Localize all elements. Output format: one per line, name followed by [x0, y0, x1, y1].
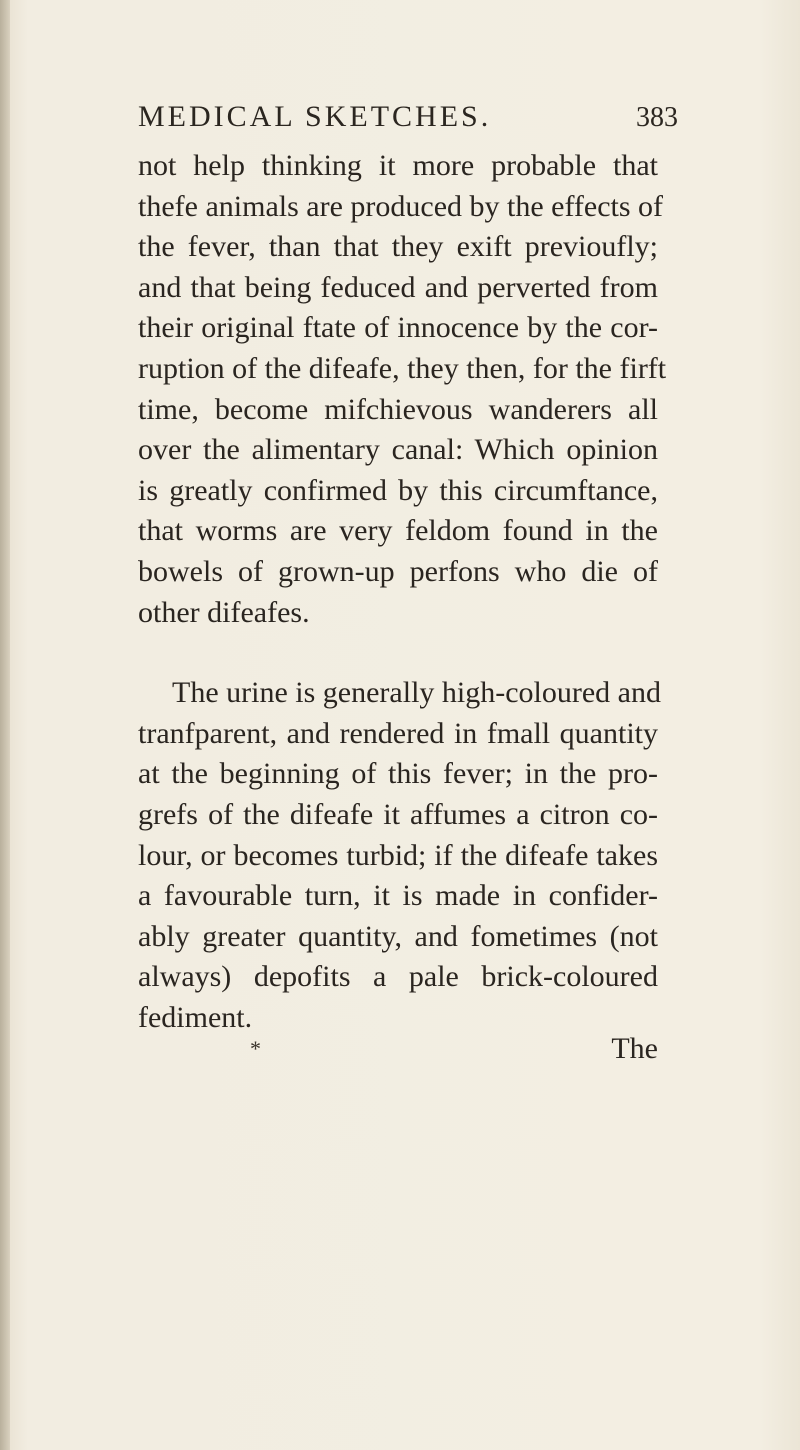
text-line: thefe animals are produced by the effects of: [138, 189, 664, 223]
text-line: a favourable turn, it is made in confider-: [138, 879, 658, 913]
text-line: bowels of grown-up perfons who die of: [138, 554, 658, 588]
text-line: other difeafes.: [138, 595, 310, 629]
text-line: their original ftate of innocence by the cor-: [138, 311, 658, 345]
body-text: [138, 146, 667, 1038]
paragraph-urine: [138, 673, 661, 1038]
running-title: MEDICAL SKETCHES.: [138, 100, 492, 133]
text-line: over the alimentary canal: Which opinion: [138, 433, 658, 467]
text-line: at the beginning of this fever; in the pro-: [138, 757, 658, 791]
text-line: The urine is generally high-coloured and: [172, 676, 661, 710]
text-line: not help thinking it more probable that: [138, 149, 658, 182]
text-line: tranfparent, and rendered in fmall quantity: [138, 716, 658, 750]
paragraph-gap: [138, 633, 658, 673]
running-head: [138, 100, 678, 140]
text-line: the fever, than that they exift previoufly;: [138, 230, 658, 264]
text-line: time, become mifchievous wanderers all: [138, 392, 658, 426]
signature-mark: *: [250, 1036, 261, 1061]
text-line: grefs of the difeafe it affumes a citron co-: [138, 797, 658, 831]
page-footer: [138, 1032, 658, 1072]
catchword: The: [611, 1032, 658, 1065]
page-number: 383: [636, 102, 678, 133]
text-line: fediment.: [138, 1000, 253, 1034]
text-line: lour, or becomes turbid; if the difeafe takes: [138, 838, 658, 872]
text-line: is greatly confirmed by this circumftance,: [138, 473, 658, 507]
paragraph-worms: [138, 146, 667, 633]
page-spine-edge: [0, 0, 10, 1450]
text-line: ably greater quantity, and fometimes (not: [138, 919, 658, 953]
text-line: that worms are very feldom found in the: [138, 514, 658, 548]
text-line: ruption of the difeafe, they then, for the firft: [138, 351, 667, 385]
text-line: always) depofits a pale brick-coloured: [138, 960, 658, 994]
text-line: and that being feduced and perverted from: [138, 270, 658, 304]
